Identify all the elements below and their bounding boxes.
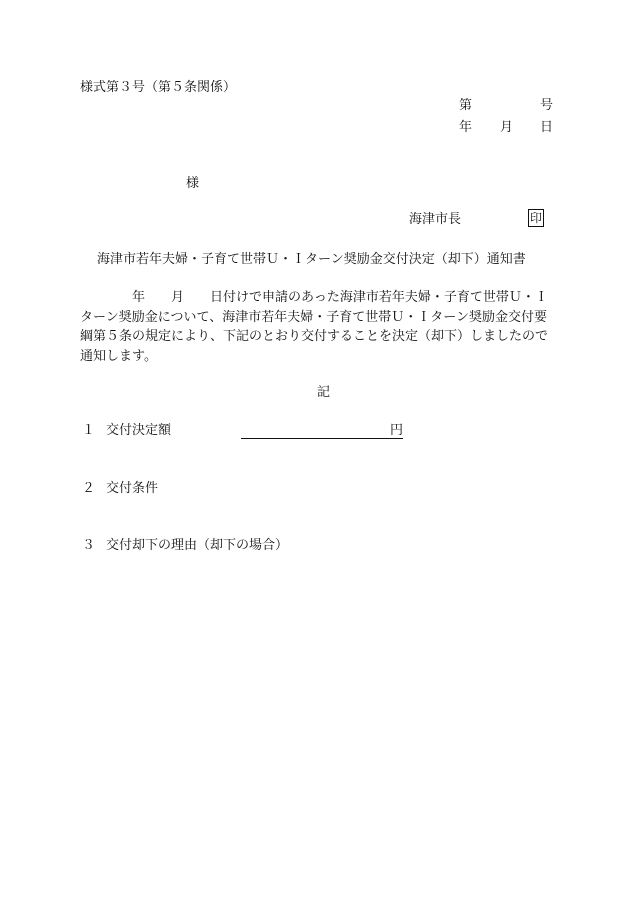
item-grant-amount <box>82 424 171 437</box>
body-text-line: 綱第５条の規定により、下記のとおり交付することを決定（却下）しましたので <box>80 329 549 344</box>
item-number: １ <box>82 423 96 438</box>
body-text-line: ターン奨励金について、海津市若年夫婦・子育て世帯Ｕ・Ｉターン奨励金交付要 <box>80 310 547 325</box>
body-text-line: 年 月 日付けで申請のあった海津市若年夫婦・子育て世帯Ｕ・Ｉ <box>80 290 548 305</box>
item-label: 交付却下の理由（却下の場合） <box>106 538 289 553</box>
item-number: ３ <box>82 538 96 553</box>
item-label: 交付決定額 <box>106 423 172 438</box>
date-month-label: 月 <box>500 120 514 135</box>
amount-blank-line <box>241 424 403 439</box>
date-day-label: 日 <box>540 120 554 135</box>
document-number-suffix: 号 <box>540 98 554 113</box>
document-number-label: 第 <box>459 98 473 113</box>
body-text-line: 通知します。 <box>80 349 157 364</box>
item-rejection-reason <box>82 539 288 552</box>
amount-unit: 円 <box>389 423 403 438</box>
seal-stamp: 印 <box>529 211 542 225</box>
date-year-label: 年 <box>459 120 473 135</box>
recipient-honorific: 様 <box>186 176 200 191</box>
item-label: 交付条件 <box>106 481 159 496</box>
document-title: 海津市若年夫婦・子育て世帯Ｕ・Ｉターン奨励金交付決定（却下）通知書 <box>97 252 526 267</box>
issuer-title: 海津市長 <box>409 212 462 227</box>
form-number: 様式第３号（第５条関係） <box>80 80 237 95</box>
item-number: ２ <box>82 481 96 496</box>
item-grant-conditions <box>82 482 158 495</box>
ki-heading: 記 <box>317 385 331 400</box>
